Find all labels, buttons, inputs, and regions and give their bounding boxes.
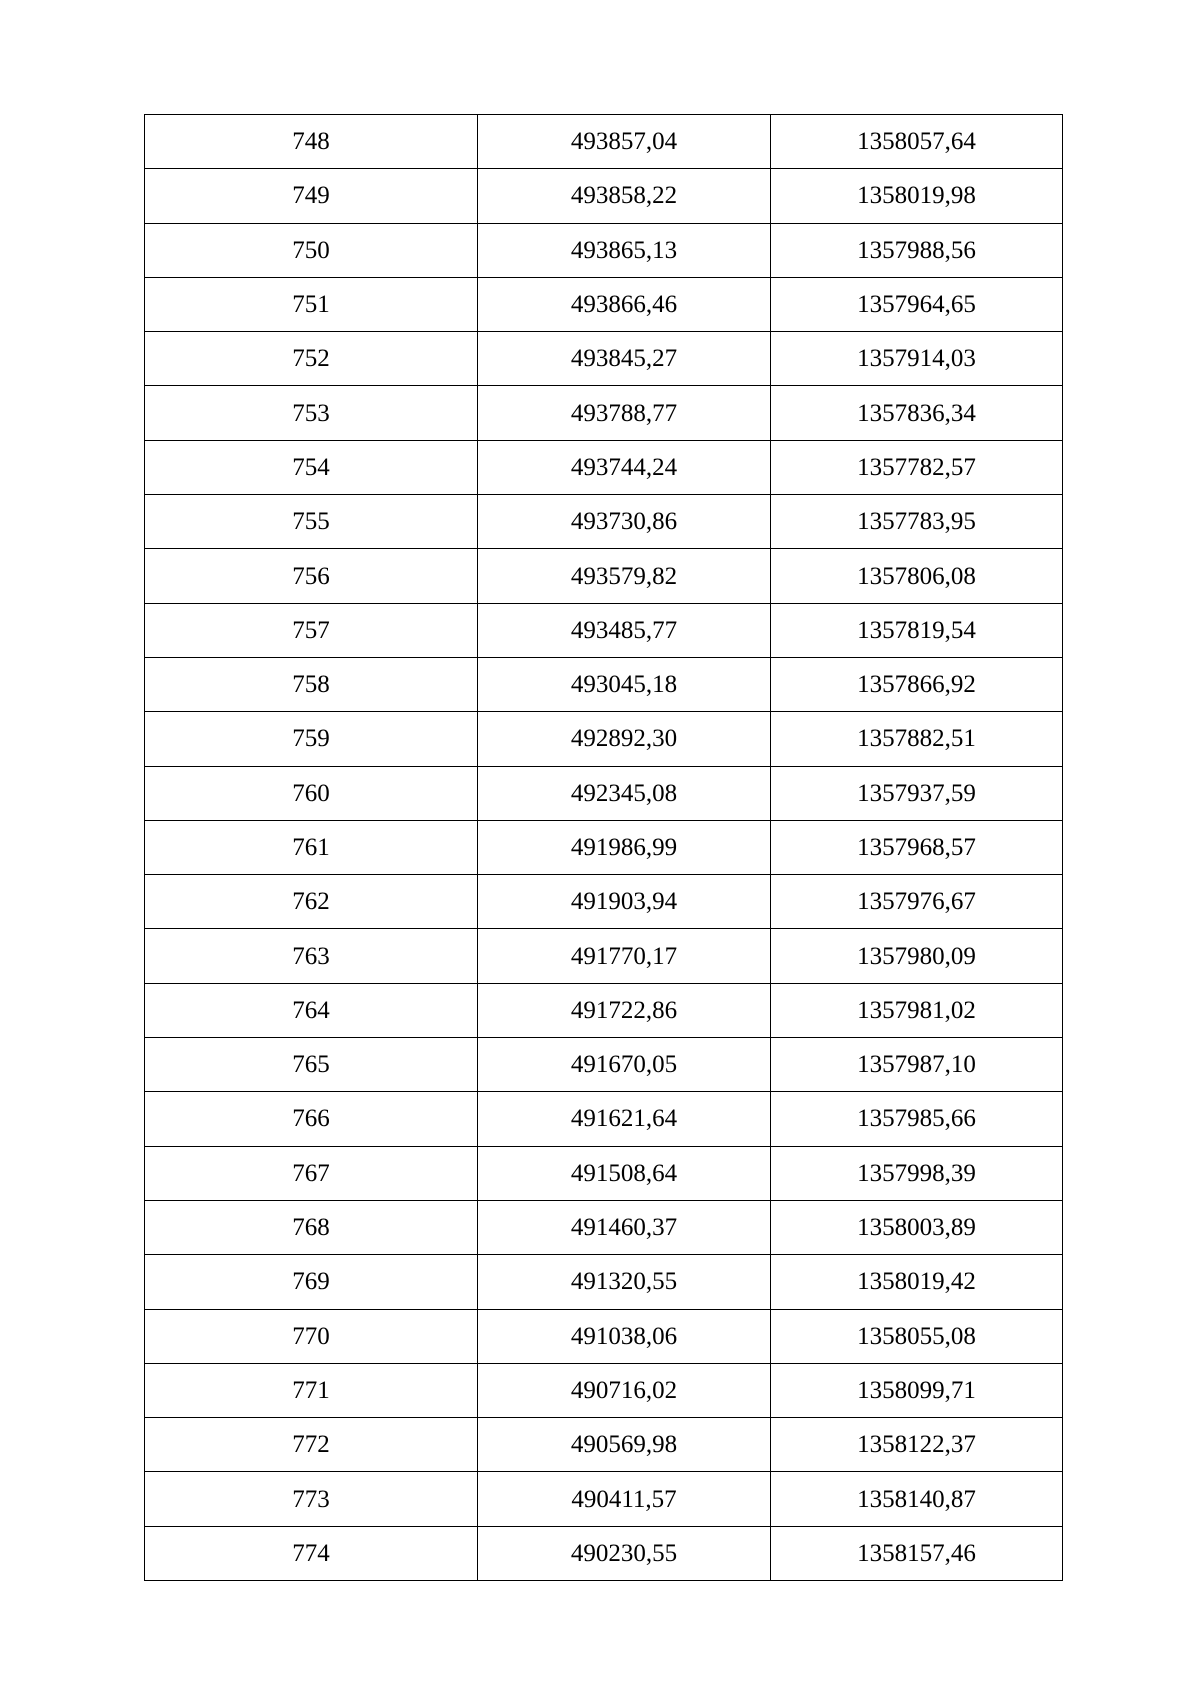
coordinates-table-body — [145, 115, 1063, 1581]
point-number-cell: 758 — [145, 657, 478, 711]
x-coordinate-cell: 493045,18 — [478, 657, 771, 711]
coordinates-table — [144, 114, 1063, 1581]
point-number-cell: 773 — [145, 1472, 478, 1526]
table-row — [145, 820, 1063, 874]
y-coordinate-cell: 1358003,89 — [771, 1200, 1063, 1254]
table-row — [145, 277, 1063, 331]
x-coordinate-cell: 493485,77 — [478, 603, 771, 657]
table-row — [145, 929, 1063, 983]
table-row — [145, 1309, 1063, 1363]
table-row — [145, 1255, 1063, 1309]
y-coordinate-cell: 1357937,59 — [771, 766, 1063, 820]
x-coordinate-cell: 490411,57 — [478, 1472, 771, 1526]
point-number-cell: 770 — [145, 1309, 478, 1363]
x-coordinate-cell: 490230,55 — [478, 1526, 771, 1580]
y-coordinate-cell: 1357981,02 — [771, 983, 1063, 1037]
x-coordinate-cell: 493857,04 — [478, 115, 771, 169]
y-coordinate-cell: 1357819,54 — [771, 603, 1063, 657]
x-coordinate-cell: 492892,30 — [478, 712, 771, 766]
x-coordinate-cell: 491038,06 — [478, 1309, 771, 1363]
y-coordinate-cell: 1358140,87 — [771, 1472, 1063, 1526]
point-number-cell: 774 — [145, 1526, 478, 1580]
y-coordinate-cell: 1357976,67 — [771, 875, 1063, 929]
table-row — [145, 1092, 1063, 1146]
point-number-cell: 748 — [145, 115, 478, 169]
y-coordinate-cell: 1358057,64 — [771, 115, 1063, 169]
point-number-cell: 772 — [145, 1418, 478, 1472]
x-coordinate-cell: 491986,99 — [478, 820, 771, 874]
x-coordinate-cell: 490569,98 — [478, 1418, 771, 1472]
table-row — [145, 983, 1063, 1037]
point-number-cell: 767 — [145, 1146, 478, 1200]
x-coordinate-cell: 493845,27 — [478, 332, 771, 386]
y-coordinate-cell: 1358122,37 — [771, 1418, 1063, 1472]
point-number-cell: 768 — [145, 1200, 478, 1254]
table-row — [145, 766, 1063, 820]
y-coordinate-cell: 1358157,46 — [771, 1526, 1063, 1580]
point-number-cell: 760 — [145, 766, 478, 820]
table-row — [145, 657, 1063, 711]
x-coordinate-cell: 492345,08 — [478, 766, 771, 820]
x-coordinate-cell: 491770,17 — [478, 929, 771, 983]
point-number-cell: 754 — [145, 440, 478, 494]
y-coordinate-cell: 1357988,56 — [771, 223, 1063, 277]
y-coordinate-cell: 1358019,42 — [771, 1255, 1063, 1309]
y-coordinate-cell: 1357806,08 — [771, 549, 1063, 603]
point-number-cell: 769 — [145, 1255, 478, 1309]
table-row — [145, 1526, 1063, 1580]
y-coordinate-cell: 1358055,08 — [771, 1309, 1063, 1363]
table-row — [145, 1472, 1063, 1526]
point-number-cell: 756 — [145, 549, 478, 603]
x-coordinate-cell: 493744,24 — [478, 440, 771, 494]
point-number-cell: 766 — [145, 1092, 478, 1146]
y-coordinate-cell: 1357782,57 — [771, 440, 1063, 494]
y-coordinate-cell: 1357836,34 — [771, 386, 1063, 440]
x-coordinate-cell: 491722,86 — [478, 983, 771, 1037]
x-coordinate-cell: 493579,82 — [478, 549, 771, 603]
y-coordinate-cell: 1357968,57 — [771, 820, 1063, 874]
table-row — [145, 1418, 1063, 1472]
table-row — [145, 386, 1063, 440]
x-coordinate-cell: 491460,37 — [478, 1200, 771, 1254]
x-coordinate-cell: 490716,02 — [478, 1363, 771, 1417]
x-coordinate-cell: 493866,46 — [478, 277, 771, 331]
table-row — [145, 223, 1063, 277]
y-coordinate-cell: 1358019,98 — [771, 169, 1063, 223]
x-coordinate-cell: 491670,05 — [478, 1038, 771, 1092]
point-number-cell: 757 — [145, 603, 478, 657]
table-row — [145, 603, 1063, 657]
table-row — [145, 712, 1063, 766]
y-coordinate-cell: 1357783,95 — [771, 495, 1063, 549]
point-number-cell: 755 — [145, 495, 478, 549]
point-number-cell: 771 — [145, 1363, 478, 1417]
point-number-cell: 752 — [145, 332, 478, 386]
x-coordinate-cell: 493858,22 — [478, 169, 771, 223]
point-number-cell: 763 — [145, 929, 478, 983]
y-coordinate-cell: 1357964,65 — [771, 277, 1063, 331]
table-row — [145, 332, 1063, 386]
x-coordinate-cell: 491508,64 — [478, 1146, 771, 1200]
y-coordinate-cell: 1357914,03 — [771, 332, 1063, 386]
y-coordinate-cell: 1357980,09 — [771, 929, 1063, 983]
point-number-cell: 761 — [145, 820, 478, 874]
point-number-cell: 750 — [145, 223, 478, 277]
point-number-cell: 749 — [145, 169, 478, 223]
x-coordinate-cell: 493730,86 — [478, 495, 771, 549]
y-coordinate-cell: 1357866,92 — [771, 657, 1063, 711]
y-coordinate-cell: 1357985,66 — [771, 1092, 1063, 1146]
x-coordinate-cell: 491320,55 — [478, 1255, 771, 1309]
x-coordinate-cell: 493788,77 — [478, 386, 771, 440]
table-row — [145, 1363, 1063, 1417]
table-row — [145, 549, 1063, 603]
table-row — [145, 440, 1063, 494]
table-row — [145, 115, 1063, 169]
table-row — [145, 1038, 1063, 1092]
y-coordinate-cell: 1358099,71 — [771, 1363, 1063, 1417]
table-row — [145, 875, 1063, 929]
table-row — [145, 169, 1063, 223]
point-number-cell: 765 — [145, 1038, 478, 1092]
y-coordinate-cell: 1357987,10 — [771, 1038, 1063, 1092]
table-row — [145, 1146, 1063, 1200]
point-number-cell: 753 — [145, 386, 478, 440]
x-coordinate-cell: 491903,94 — [478, 875, 771, 929]
table-row — [145, 1200, 1063, 1254]
point-number-cell: 762 — [145, 875, 478, 929]
x-coordinate-cell: 493865,13 — [478, 223, 771, 277]
x-coordinate-cell: 491621,64 — [478, 1092, 771, 1146]
point-number-cell: 751 — [145, 277, 478, 331]
point-number-cell: 759 — [145, 712, 478, 766]
y-coordinate-cell: 1357882,51 — [771, 712, 1063, 766]
y-coordinate-cell: 1357998,39 — [771, 1146, 1063, 1200]
table-row — [145, 495, 1063, 549]
point-number-cell: 764 — [145, 983, 478, 1037]
